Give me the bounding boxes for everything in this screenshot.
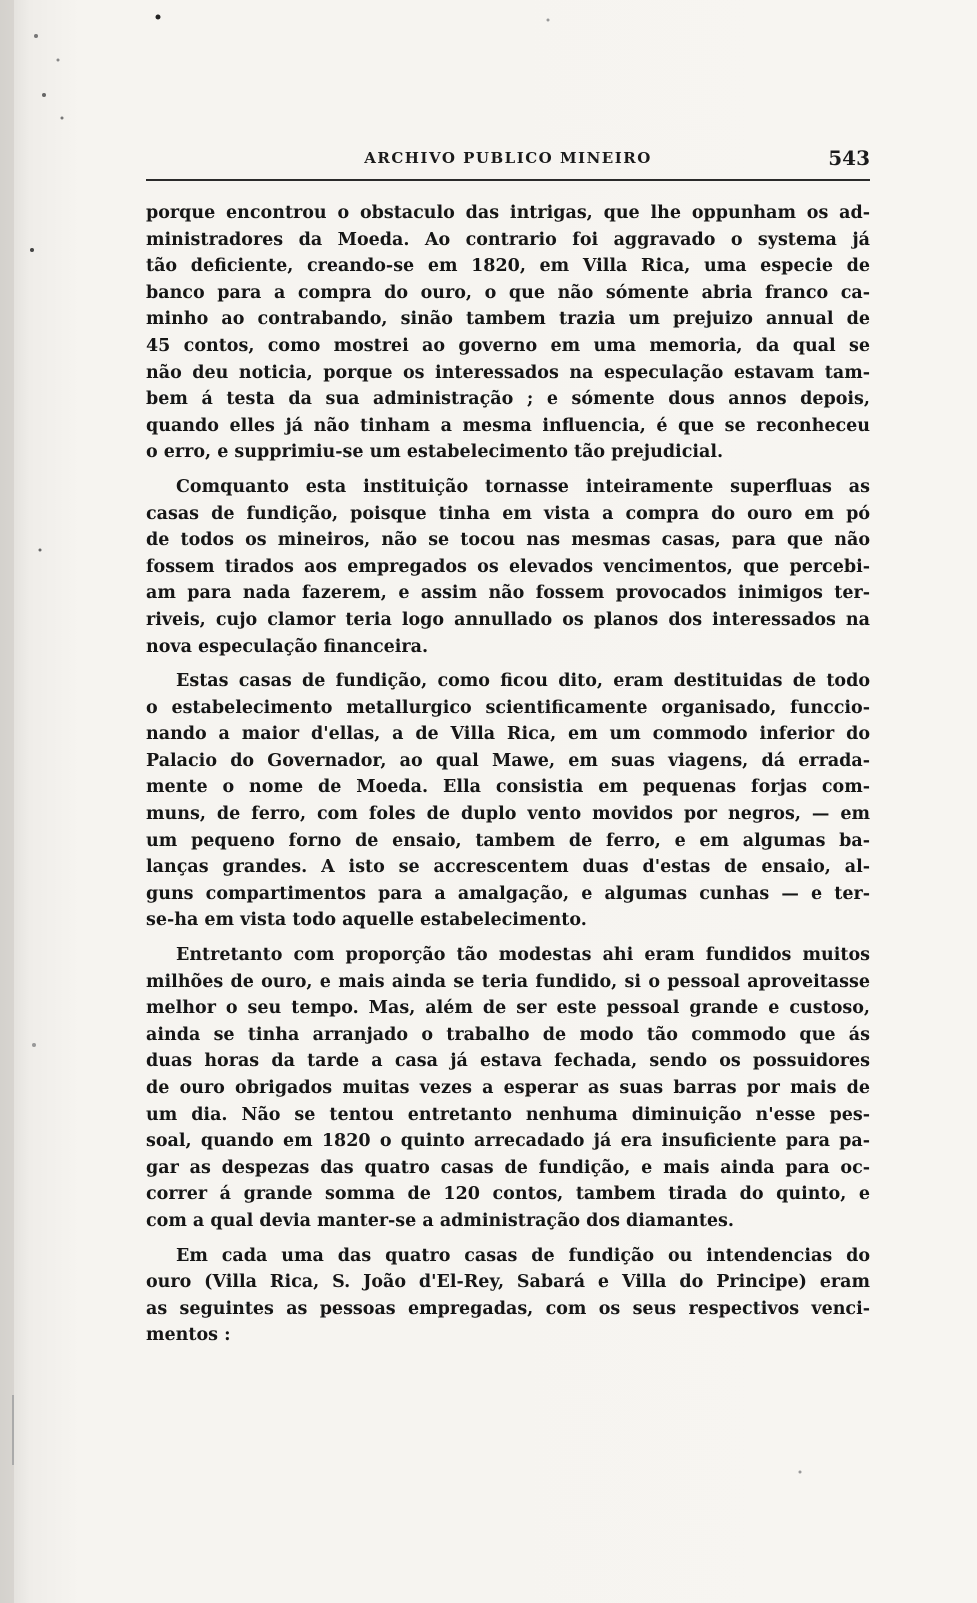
text-line: banco para a compra do ouro, o que não sómente abria franco ca-: [146, 282, 870, 303]
text-line: as seguintes as pessoas empregadas, com os seus respectivos venci-: [146, 1298, 870, 1319]
speck: [61, 117, 64, 120]
text-line: se-ha em vista todo aquelle estabelecimento.: [146, 910, 587, 931]
text-line: guns compartimentos para a amalgação, e algumas cunhas — e ter-: [146, 883, 870, 904]
header-rule: [146, 179, 870, 181]
text-line: ouro (Villa Rica, S. João d'El-Rey, Sabará e Villa do Principe) eram: [146, 1272, 870, 1293]
text-line: fossem tirados aos empregados os elevados vencimentos, que percebi-: [146, 556, 870, 577]
speck: [34, 34, 38, 38]
speck: [30, 248, 34, 252]
running-head-title: ARCHIVO PUBLICO MINEIRO: [364, 149, 652, 167]
text-line: Entretanto com proporção tão modestas ahi eram fundidos muitos: [176, 945, 870, 966]
text-line: am para nada fazerem, e assim não fossem provocados inimigos ter-: [146, 583, 870, 604]
speck: [32, 1043, 36, 1047]
paragraph-2: [146, 474, 870, 660]
speck: [156, 15, 161, 20]
text-line: milhões de ouro, e mais ainda se teria fundido, si o pessoal aproveitasse: [146, 971, 870, 992]
text-line: nando a maior d'ellas, a de Villa Rica, em um commodo inferior do: [146, 724, 870, 745]
text-line: melhor o seu tempo. Mas, além de ser este pessoal grande e custoso,: [146, 998, 870, 1019]
paragraph-3: [146, 668, 870, 934]
speck: [57, 59, 60, 62]
speck: [799, 1471, 802, 1474]
page-number: 543: [828, 146, 870, 170]
text-line: um dia. Não se tentou entretanto nenhuma diminuição n'esse pes-: [146, 1104, 870, 1125]
text-line: duas horas da tarde a casa já estava fechada, sendo os possuidores: [146, 1051, 870, 1072]
speck: [12, 1395, 14, 1465]
text-line: Estas casas de fundição, como ficou dito, eram destituidas de todo: [176, 671, 870, 692]
text-line: ministradores da Moeda. Ao contrario foi aggravado o systema já: [146, 229, 870, 250]
text-line: Comquanto esta instituição tornasse inteiramente superfluas as: [176, 476, 870, 497]
text-line: lanças grandes. A isto se accrescentem duas d'estas de ensaio, al-: [146, 857, 870, 878]
text-line: soal, quando em 1820 o quinto arrecadado já era insuficiente para pa-: [146, 1131, 870, 1152]
body-text: [146, 200, 870, 1349]
text-line: de todos os mineiros, não se tocou nas mesmas casas, para que não: [146, 530, 870, 551]
text-line: nova especulação financeira.: [146, 636, 429, 657]
text-line: o estabelecimento metallurgico scientificamente organisado, funccio-: [146, 697, 870, 718]
text-line: 45 contos, como mostrei ao governo em uma memoria, da qual se: [146, 335, 870, 356]
paragraph-1: [146, 200, 870, 466]
text-line: de ouro obrigados muitas vezes a esperar as suas barras por mais de: [146, 1078, 870, 1098]
text-line: minho ao contrabando, sinão tambem trazia um prejuizo annual de: [146, 309, 870, 330]
text-line: com a qual devia manter-se a administração dos diamantes.: [146, 1210, 735, 1231]
text-line: ainda se tinha arranjado o trabalho de modo tão commodo que ás: [146, 1024, 870, 1045]
text-line: gar as despezas das quatro casas de fundição, e mais ainda para oc-: [146, 1157, 870, 1178]
text-line: o erro, e supprimiu-se um estabelecimento tão prejudicial.: [146, 442, 724, 463]
running-head: [146, 146, 870, 176]
paragraph-5: [146, 1243, 870, 1349]
text-line: bem á testa da sua administração ; e sómente dous annos depois,: [146, 389, 870, 410]
text-line: muns, de ferro, com foles de duplo vento movidos por negros, — em: [146, 804, 870, 825]
text-line: mentos :: [146, 1325, 231, 1346]
speck: [547, 19, 550, 22]
speck: [42, 93, 46, 97]
text-line: riveis, cujo clamor teria logo annullado os planos dos interessados na: [146, 609, 870, 630]
speck: [39, 549, 42, 552]
text-line: Em cada uma das quatro casas de fundição ou intendencias do: [176, 1245, 870, 1266]
text-line: Palacio do Governador, ao qual Mawe, em suas viagens, dá errada-: [146, 750, 870, 771]
text-line: correr á grande somma de 120 contos, tambem tirada do quinto, e: [146, 1184, 870, 1205]
text-line: porque encontrou o obstaculo das intrigas, que lhe oppunham os ad-: [146, 203, 870, 223]
text-line: tão deficiente, creando-se em 1820, em Villa Rica, uma especie de: [146, 256, 870, 277]
paragraph-4: [146, 942, 870, 1235]
text-line: casas de fundição, poisque tinha em vista a compra do ouro em pó: [146, 503, 870, 524]
text-line: não deu noticia, porque os interessados na especulação estavam tam-: [146, 362, 870, 383]
text-line: mente o nome de Moeda. Ella consistia em pequenas forjas com-: [146, 777, 870, 798]
left-edge-shadow: [0, 0, 14, 1603]
text-line: quando elles já não tinham a mesma influencia, é que se reconheceu: [146, 415, 870, 436]
text-line: um pequeno forno de ensaio, tambem de ferro, e em algumas ba-: [146, 830, 870, 851]
